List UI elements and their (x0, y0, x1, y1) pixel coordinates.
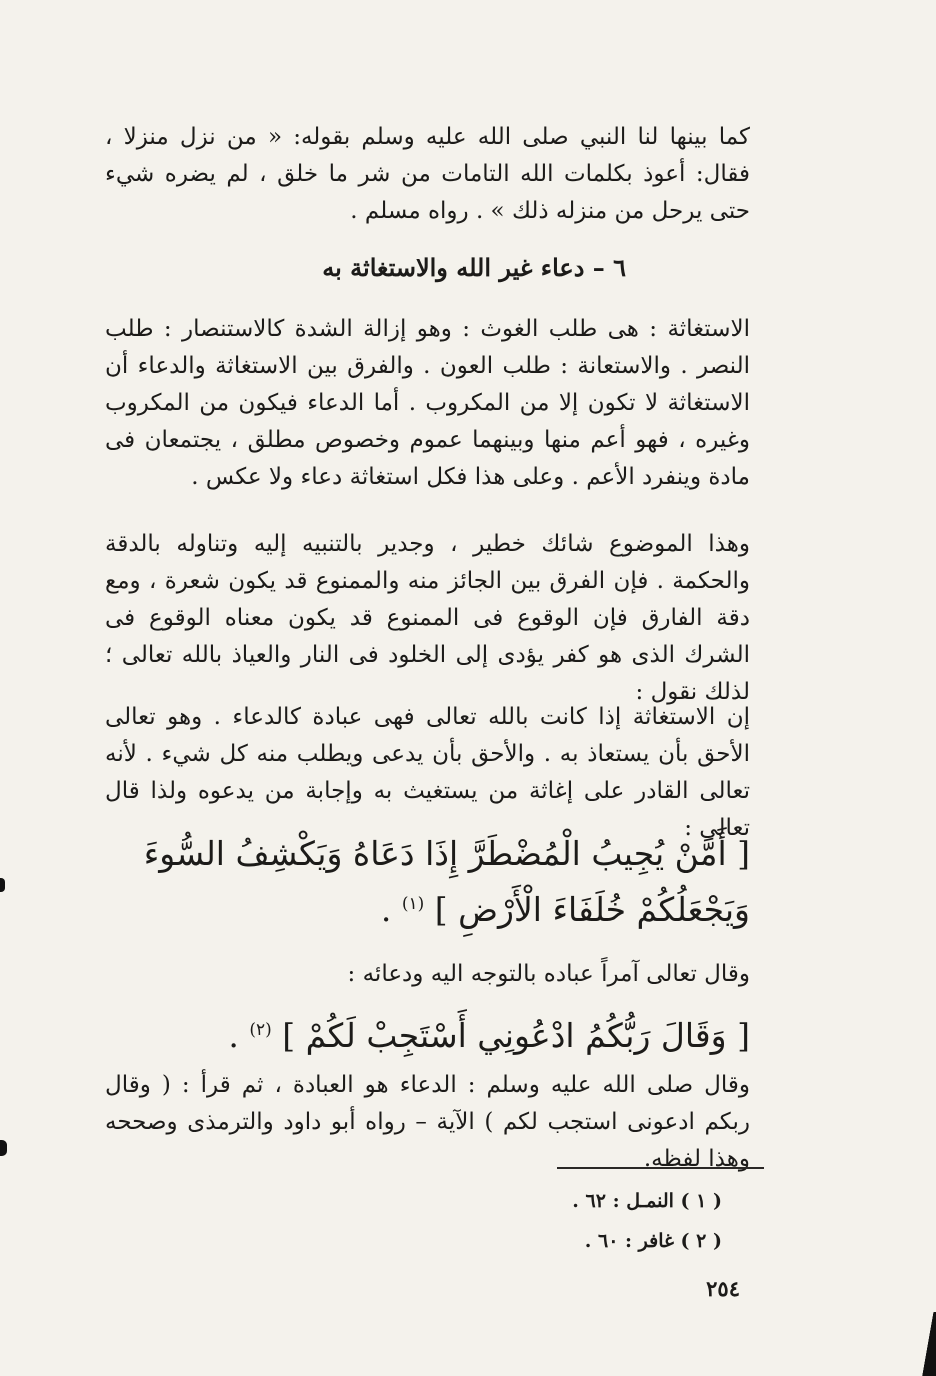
verse-1-text: [ أَمَّنْ يُجِيبُ الْمُضْطَرَّ إِذَا دَعَاهُ وَيَكْشِفُ السُّوءَ وَيَجْعَلُكُمْ خُلَفَاءَ الْأَرْضِ ] (143, 834, 750, 929)
verse-1-end: . (380, 890, 392, 929)
section-heading: ٦ – دعاء غير الله والاستغاثة به (322, 253, 626, 282)
verse-2-end: . (228, 1016, 239, 1055)
footnote-ref-2: (٢) (249, 1020, 272, 1040)
footnote-divider (557, 1167, 764, 1169)
scan-corner-mark (922, 1312, 936, 1376)
verse-2-text: [ وَقَالَ رَبُّكُمُ ادْعُونِي أَسْتَجِبْ لَكُمْ ] (282, 1016, 750, 1055)
paragraph-warning: وهذا الموضوع شائك خطير ، وجدير بالتنبيه إليه وتناوله بالدقة والحكمة . فإن الفرق بين الجائز منه والممنوع قد يكون شعرة ، ومع دقة الفارق فإن الوقوع فى الممنوع قد يكون معناه الوقوع فى الشرك الذى هو كفر يؤدى إلى الخلود فى النار والعياذ بالله تعالى ؛ لذلك نقول : (105, 531, 750, 705)
intro-paragraph: كما بينها لنا النبي صلى الله عليه وسلم بقوله: « من نزل منزلا ، فقال: أعوذ بكلمات الله التامات من شر ما خلق ، لم يضره شيء حتى يرحل من منزله ذلك » . رواه مسلم . (105, 124, 750, 224)
footnote-2: ( ٢ ) غافر : ٦٠ . (584, 1230, 722, 1252)
paragraph-hadith: وقال صلى الله عليه وسلم : الدعاء هو العبادة ، ثم قرأ : ( وقال ربكم ادعونى استجب لكم ) الآية – رواه أبو داود والترمذى وصححه وهذا لفظه. (105, 1072, 750, 1172)
paragraph-ruling: إن الاستغاثة إذا كانت بالله تعالى فهى عبادة كالدعاء . وهو تعالى الأحق بأن يستعاذ به . والأحق بأن يدعى ويطلب منه كل شيء . لأنه تعالى القادر على إغاثة من يستغيث به وإجابة من يدعوه ولذا قال تعالى : (105, 704, 750, 841)
quran-verse-1 (100, 826, 750, 938)
quran-verse-2 (100, 1008, 750, 1064)
page-number: ٢٥٤ (706, 1276, 740, 1301)
paragraph-definition: الاستغاثة : هى طلب الغوث : وهو إزالة الشدة كالاستنصار : طلب النصر . والاستعانة : طلب العون . والفرق بين الاستغاثة والدعاء أن الاستغاثة لا تكون إلا من المكروب . أما الدعاء فيكون من المكروب وغيره ، فهو أعم منها وبينهما عموم وخصوص مطلق ، يجتمعان فى مادة وينفرد الأعم . وعلى هذا فكل استغاثة دعاء ولا عكس . (105, 316, 750, 490)
scan-edge-mark (0, 1140, 7, 1156)
footnote-ref-1: (١) (401, 894, 425, 914)
verse-intro: وقال تعالى آمراً عباده بالتوجه اليه ودعائه : (347, 961, 750, 987)
footnote-1: ( ١ ) النمـل : ٦٢ . (572, 1190, 722, 1212)
scan-edge-mark (0, 878, 5, 892)
